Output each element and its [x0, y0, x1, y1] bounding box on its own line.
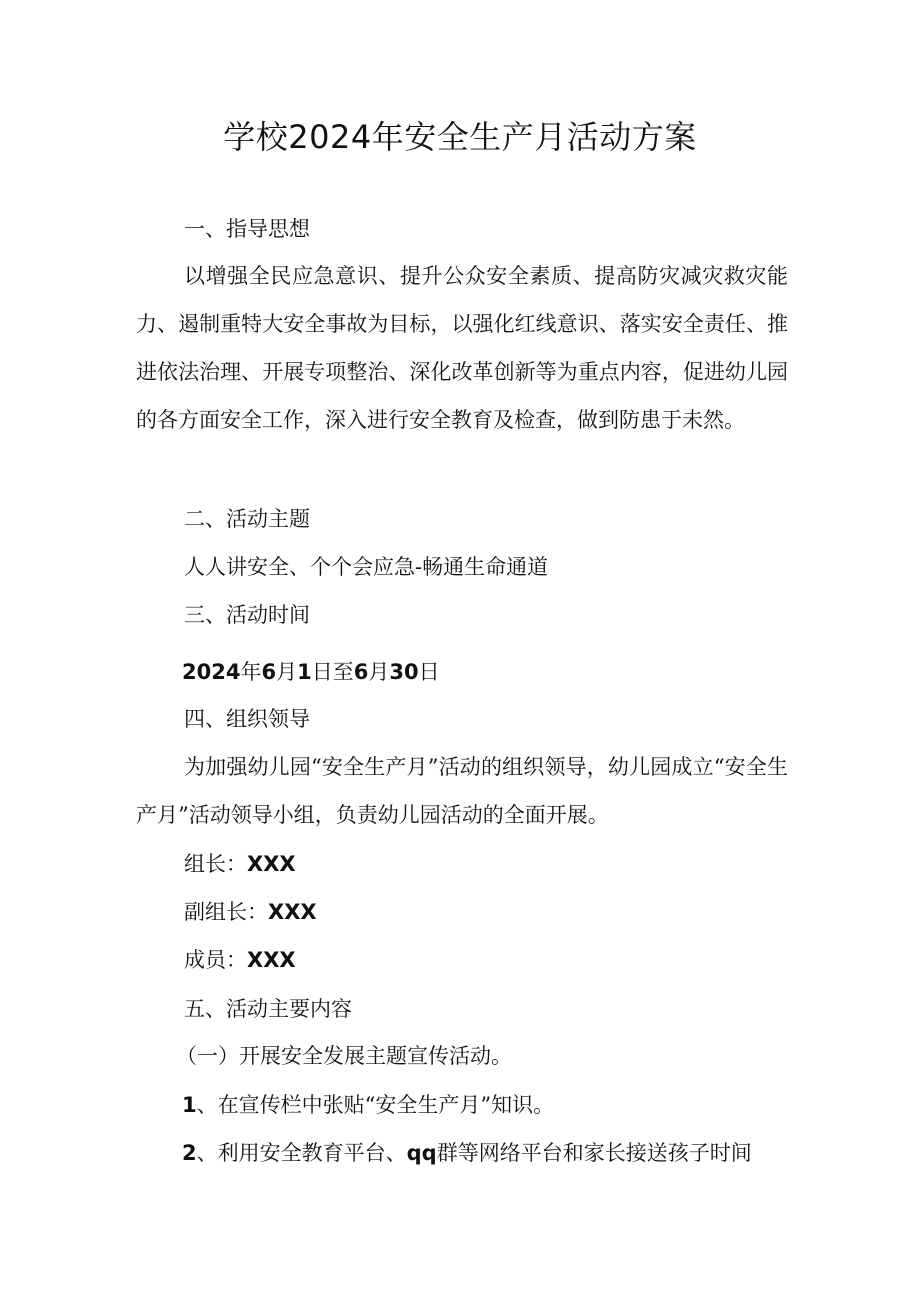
section-5-heading: 五、活动主要内容 [184, 997, 352, 1021]
section-1-heading: 一、指导思想 [184, 217, 310, 241]
member-line [184, 945, 296, 975]
item-1-number: 1 [182, 1093, 197, 1117]
date-day-1: 1 [297, 660, 312, 684]
item-1 [182, 1090, 554, 1120]
leader-line [184, 849, 296, 879]
date-ri-to: 日至 [311, 660, 354, 684]
date-year: 2024 [182, 660, 241, 684]
section-4-heading: 四、组织领导 [184, 707, 310, 731]
section-3-date [182, 657, 440, 687]
member-value: XXX [247, 948, 296, 972]
member-label: 成员： [184, 948, 247, 972]
section-2-body: 人人讲安全、个个会应急-畅通生命通道 [184, 555, 549, 579]
section-2-heading: 二、活动主题 [184, 507, 310, 531]
deputy-label: 副组长： [184, 900, 268, 924]
item-2-qq: qq [406, 1141, 437, 1165]
leader-value: XXX [247, 852, 296, 876]
leader-label: 组长： [184, 852, 247, 876]
date-ri-2: 日 [418, 660, 440, 684]
item-2 [182, 1138, 752, 1168]
section-4-body: 为加强幼儿园“安全生产月”活动的组织领导，幼儿园成立“安全生产月”活动领导小组，负责幼儿园活动的全面开展。 [136, 755, 788, 827]
date-month-1: 6 [261, 660, 277, 684]
document-title: 学校2024年安全生产月活动方案 [223, 118, 697, 156]
item-2-number: 2 [182, 1141, 197, 1165]
item-2-text-b: 群等网络平台和家长接送孩子时间 [436, 1141, 752, 1165]
section-5-sub-1: （一）开展安全发展主题宣传活动。 [176, 1044, 512, 1068]
date-yue-2: 月 [368, 660, 390, 684]
item-1-text: 、在宣传栏中张贴“安全生产月”知识。 [196, 1093, 555, 1117]
date-month-2: 6 [353, 660, 369, 684]
date-yue-1: 月 [276, 660, 298, 684]
date-day-2: 30 [389, 660, 419, 684]
deputy-line [184, 897, 317, 927]
date-nian: 年 [240, 660, 262, 684]
item-2-text-a: 、利用安全教育平台、 [196, 1141, 407, 1165]
section-3-heading: 三、活动时间 [184, 603, 310, 627]
section-1-body: 以增强全民应急意识、提升公众安全素质、提高防灾减灾救灾能力、遏制重特大安全事故为目标，以强化红线意识、落实安全责任、推进依法治理、开展专项整治、深化改革创新等为重点内容，促进幼儿园的各方面安全工作，深入进行安全教育及检查，做到防患于未然。 [136, 264, 788, 432]
deputy-value: XXX [268, 900, 317, 924]
